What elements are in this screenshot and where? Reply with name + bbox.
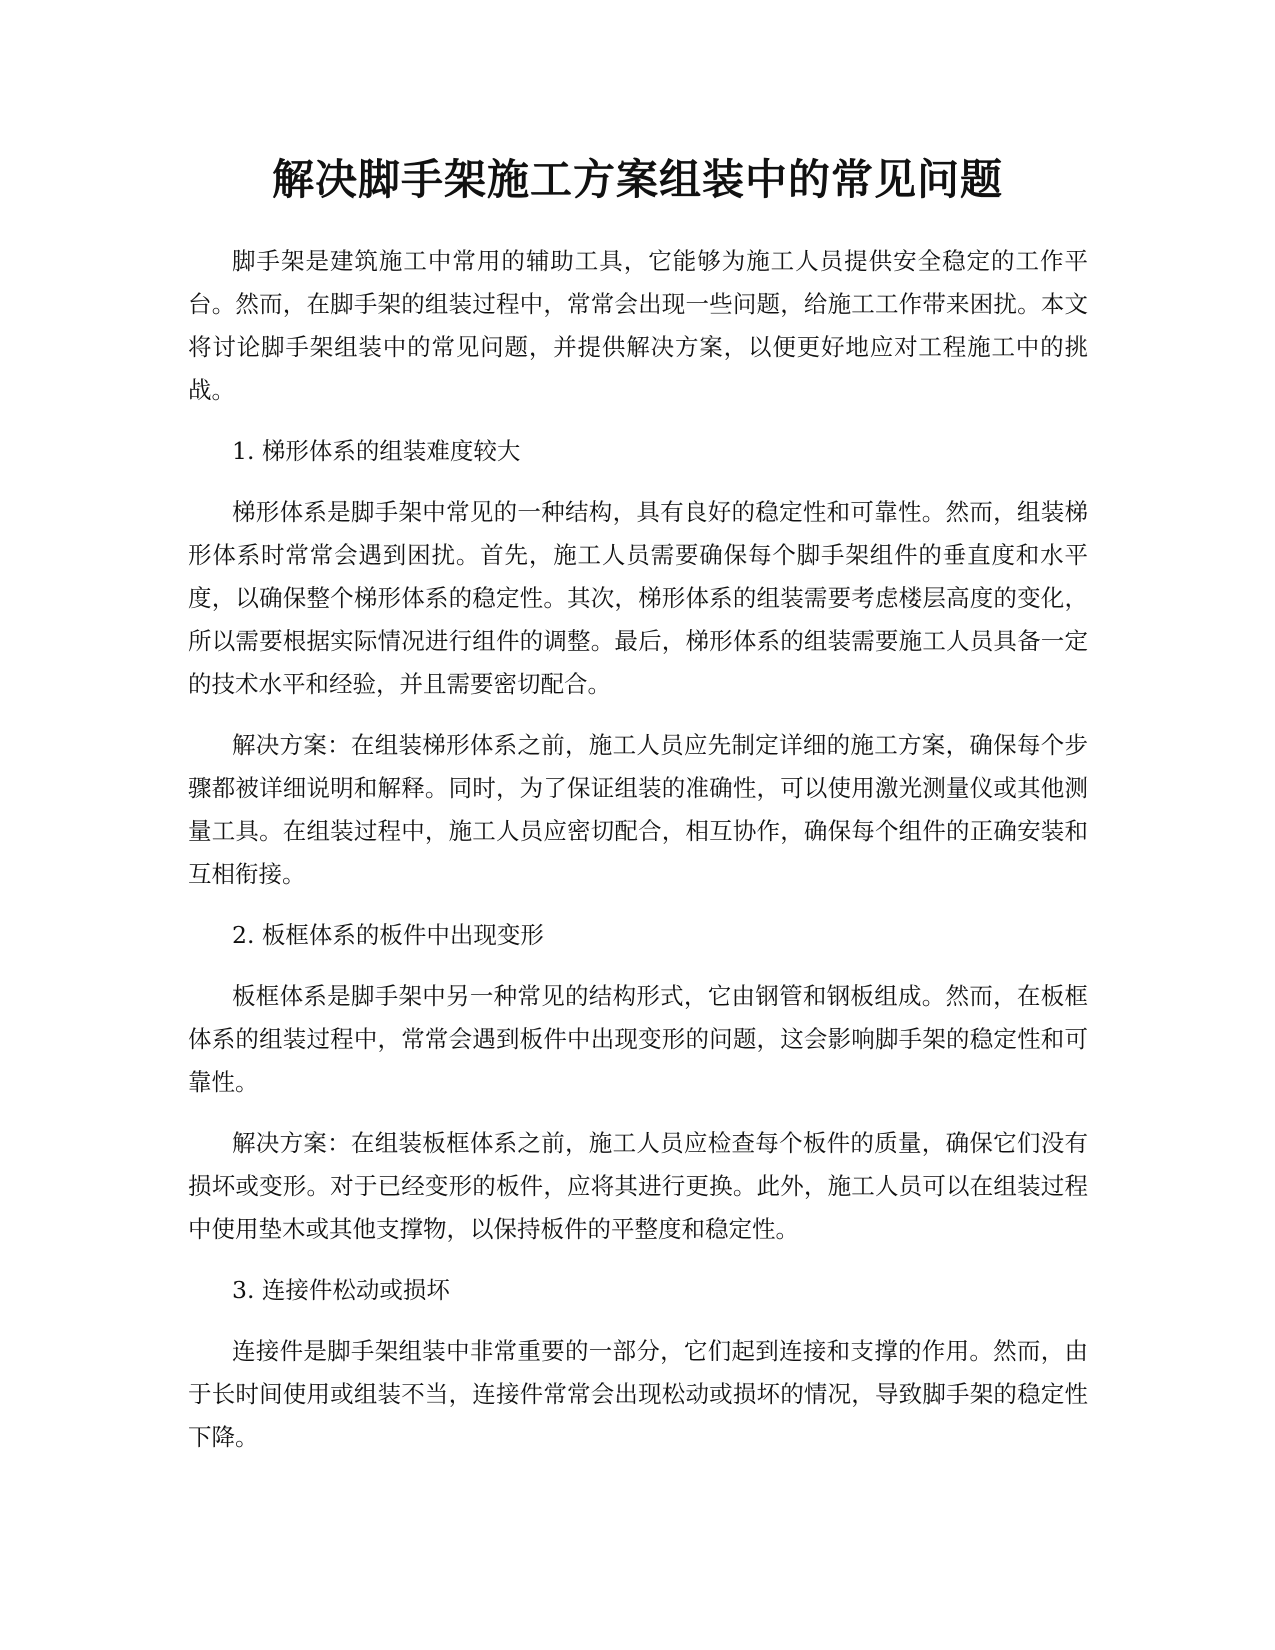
- document-title: 解决脚手架施工方案组装中的常见问题: [271, 155, 1003, 204]
- section-3-paragraph: 连接件是脚手架组装中非常重要的一部分，它们起到连接和支撑的作用。然而，由于长时间使用或组装不当，连接件常常会出现松动或损坏的情况，导致脚手架的稳定性下降。: [188, 1337, 1088, 1451]
- intro-paragraph: 脚手架是建筑施工中常用的辅助工具，它能够为施工人员提供安全稳定的工作平台。然而，在脚手架的组装过程中，常常会出现一些问题，给施工工作带来困扰。本文将讨论脚手架组装中的常见问题，并提供解决方案，以便更好地应对工程施工中的挑战。: [188, 247, 1088, 404]
- section-2-solution-paragraph: 解决方案：在组装板框体系之前，施工人员应检查每个板件的质量，确保它们没有损坏或变形。对于已经变形的板件，应将其进行更换。此外，施工人员可以在组装过程中使用垫木或其他支撑物，以保持板件的平整度和稳定性。: [188, 1129, 1088, 1243]
- section-heading-1: 1. 梯形体系的组装难度较大: [232, 437, 521, 465]
- section-1-solution-paragraph: 解决方案：在组装梯形体系之前，施工人员应先制定详细的施工方案，确保每个步骤都被详细说明和解释。同时，为了保证组装的准确性，可以使用激光测量仪或其他测量工具。在组装过程中，施工人员应密切配合，相互协作，确保每个组件的正确安装和互相衔接。: [188, 731, 1088, 888]
- section-heading-3: 3. 连接件松动或损坏: [232, 1276, 450, 1304]
- section-1-paragraph: 梯形体系是脚手架中常见的一种结构，具有良好的稳定性和可靠性。然而，组装梯形体系时常常会遇到困扰。首先，施工人员需要确保每个脚手架组件的垂直度和水平度，以确保整个梯形体系的稳定性。其次，梯形体系的组装需要考虑楼层高度的变化，所以需要根据实际情况进行组件的调整。最后，梯形体系的组装需要施工人员具备一定的技术水平和经验，并且需要密切配合。: [188, 498, 1088, 698]
- document-body: [188, 240, 1088, 1459]
- section-2-paragraph: 板框体系是脚手架中另一种常见的结构形式，它由钢管和钢板组成。然而，在板框体系的组装过程中，常常会遇到板件中出现变形的问题，这会影响脚手架的稳定性和可靠性。: [188, 982, 1088, 1096]
- section-heading-2: 2. 板框体系的板件中出现变形: [232, 921, 544, 949]
